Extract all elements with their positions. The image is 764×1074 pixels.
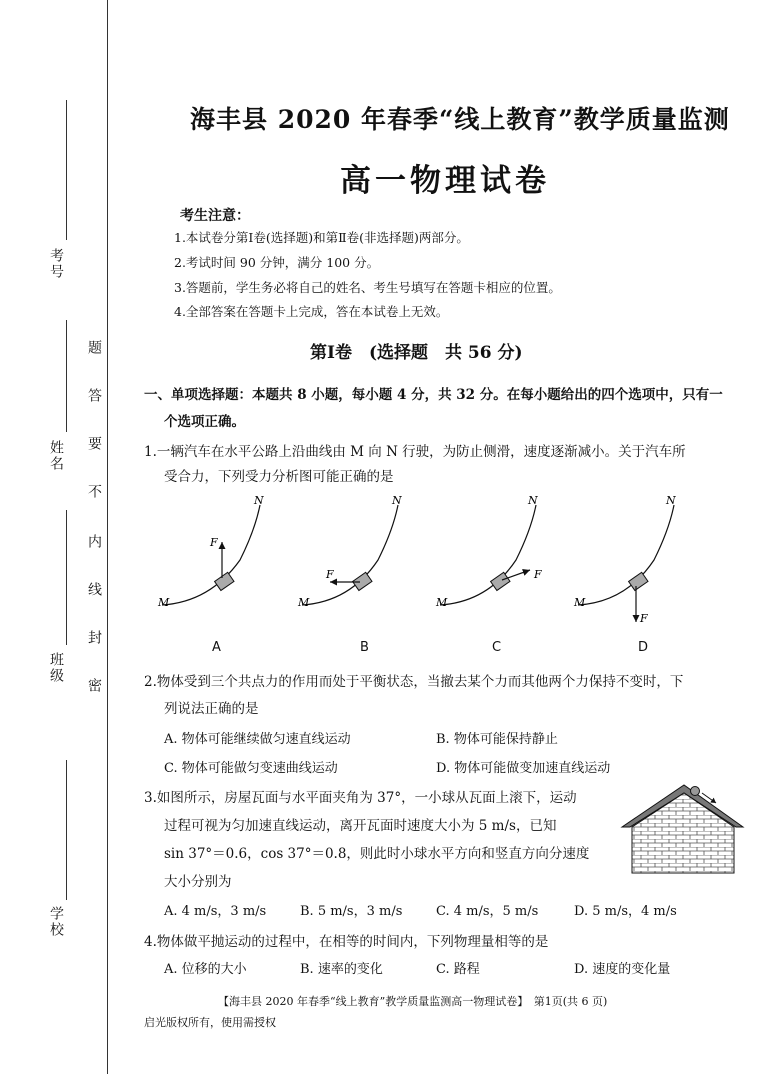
q3-option-c: C. 4 m/s，5 m/s: [436, 904, 539, 919]
q4-option-c: C. 路程: [436, 962, 480, 977]
diagram-b: [297, 494, 402, 609]
q3-option-b: B. 5 m/s，3 m/s: [300, 904, 403, 919]
question-3-line4: 大小分别为: [164, 874, 232, 890]
house-roof-figure: [620, 775, 745, 875]
q2-option-a: A. 物体可能继续做匀速直线运动: [164, 732, 351, 747]
q3-option-a: A. 4 m/s，3 m/s: [164, 904, 267, 919]
paper-subject-title: 高一物理试卷: [340, 163, 550, 199]
diagram-c: [435, 494, 542, 609]
force-label: F: [534, 568, 542, 581]
question-1-line2: 受合力，下列受力分析图可能正确的是: [164, 469, 394, 485]
question-3-line3: sin 37°＝0.6，cos 37°＝0.8，则此时小球水平方向和竖直方向分速度: [164, 846, 590, 862]
force-label: F: [326, 568, 334, 581]
option-label-b: B: [360, 640, 369, 655]
question-3-line1: 3.如图所示，房屋瓦面与水平面夹角为 37°，一小球从瓦面上滚下，运动: [144, 790, 577, 806]
part-instructions-cont: 个选项正确。: [164, 414, 245, 430]
q3-option-d: D. 5 m/s，4 m/s: [574, 904, 677, 919]
q2-option-d: D. 物体可能做变加速直线运动: [436, 761, 611, 776]
class-line: [66, 510, 67, 645]
point-n-label: N: [254, 494, 264, 507]
option-label-a: A: [212, 640, 221, 655]
q4-option-b: B. 速率的变化: [300, 962, 383, 977]
seal-char: 要: [86, 436, 102, 452]
seal-char: 内: [86, 534, 102, 550]
question-2-line2: 列说法正确的是: [164, 701, 259, 717]
notice-item: 2.考试时间 90 分钟，满分 100 分。: [174, 255, 380, 270]
point-n-label: N: [666, 494, 676, 507]
diagram-a: [157, 494, 264, 609]
name-line: [66, 320, 67, 432]
point-n-label: N: [392, 494, 402, 507]
diagram-d: [573, 494, 676, 625]
question-2-line1: 2.物体受到三个共点力的作用而处于平衡状态，当撤去某个力而其他两个力保持不变时，下: [144, 674, 684, 690]
seal-char: 密: [86, 678, 102, 694]
q4-option-d: D. 速度的变化量: [574, 962, 671, 977]
option-label-d: D: [638, 640, 649, 655]
q2-option-b: B. 物体可能保持静止: [436, 732, 558, 747]
class-label: 班级: [48, 652, 64, 684]
point-m-label: M: [574, 596, 586, 609]
seal-char: 封: [86, 630, 102, 646]
notice-item: 4.全部答案在答题卡上完成，答在本试卷上无效。: [174, 304, 449, 319]
part-instructions: 一、单项选择题：本题共 8 小题，每小题 4 分，共 32 分。在每小题给出的四个选项中，只有一: [144, 387, 723, 403]
seal-char: 不: [86, 484, 102, 500]
notice-item: 3.答题前，学生务必将自己的姓名、考生号填写在答题卡相应的位置。: [174, 280, 561, 295]
section-title: 第Ⅰ卷 (选择题 共 56 分): [310, 343, 523, 363]
force-label: F: [210, 536, 218, 549]
margin-rule: [107, 0, 108, 1074]
notice-item: 1.本试卷分第Ⅰ卷(选择题)和第Ⅱ卷(非选择题)两部分。: [174, 230, 469, 245]
q4-option-a: A. 位移的大小: [164, 962, 247, 977]
seal-char: 线: [86, 582, 102, 598]
school-line: [66, 760, 67, 900]
question-1-line1: 1.一辆汽车在水平公路上沿曲线由 M 向 N 行驶，为防止侧滑，速度逐渐减小。关于汽车所: [144, 444, 686, 460]
point-m-label: M: [436, 596, 448, 609]
school-label: 学校: [48, 906, 64, 938]
point-m-label: M: [298, 596, 310, 609]
page-footer: 【海丰县 2020 年春季“线上教育”教学质量监测高一物理试卷】 第1页(共 6 页): [218, 995, 608, 1008]
force-diagrams: [150, 490, 690, 630]
question-3-line2: 过程可视为匀加速直线运动，离开瓦面时速度大小为 5 m/s，已知: [164, 818, 557, 834]
name-label: 姓名: [48, 440, 64, 472]
exam-title: 海丰县 2020 年春季“线上教育”教学质量监测: [190, 105, 730, 134]
option-label-c: C: [492, 640, 502, 655]
notice-heading: 考生注意：: [180, 208, 250, 224]
point-n-label: N: [528, 494, 538, 507]
exam-no-label: 考号: [48, 248, 64, 280]
exam-no-line: [66, 100, 67, 240]
question-4-line1: 4.物体做平抛运动的过程中，在相等的时间内，下列物理量相等的是: [144, 934, 549, 950]
q2-option-c: C. 物体可能做匀变速曲线运动: [164, 761, 338, 776]
seal-char: 答: [86, 388, 102, 404]
point-m-label: M: [158, 596, 170, 609]
seal-char: 题: [86, 340, 102, 356]
force-label: F: [640, 612, 648, 625]
copyright-note: 启光版权所有，使用需授权: [144, 1016, 276, 1029]
